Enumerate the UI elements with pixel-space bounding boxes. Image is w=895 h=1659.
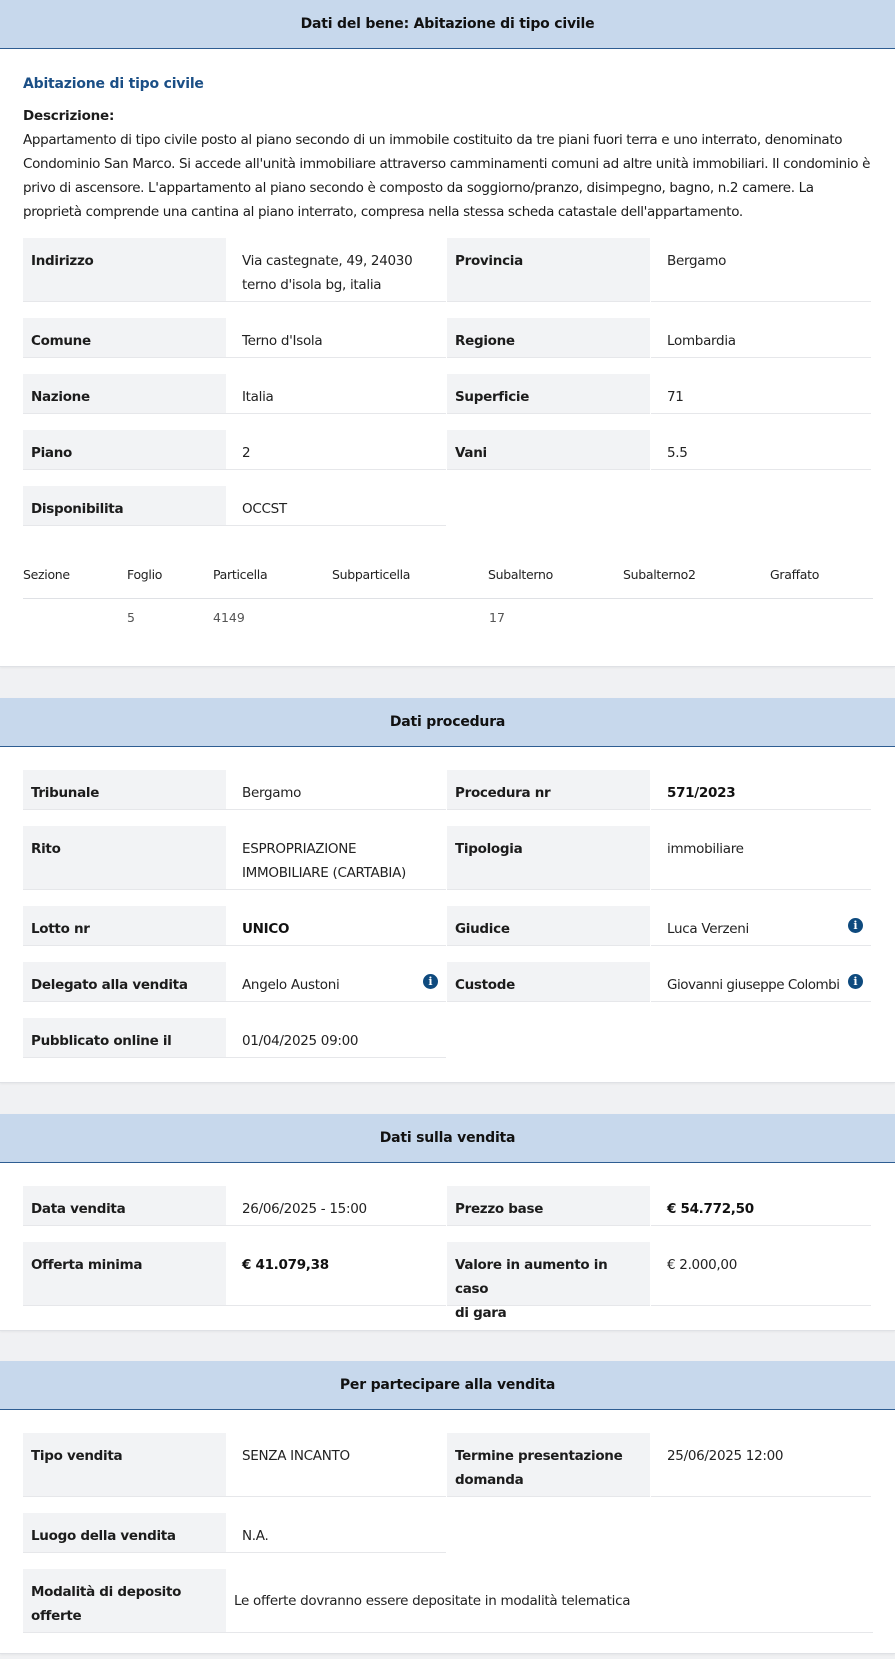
label-tribunale: Tribunale	[23, 770, 226, 810]
rito-line-1: ESPROPRIAZIONE	[242, 841, 357, 857]
value-tribunale: Bergamo	[226, 770, 446, 810]
catasto-header-particella: Particella	[213, 567, 268, 582]
label-giudice: Giudice	[447, 906, 650, 946]
card-header: Per partecipare alla vendita	[0, 1361, 895, 1410]
label-disponibilita: Disponibilita	[23, 486, 226, 526]
indirizzo-line-1: Via castegnate, 49, 24030	[242, 253, 413, 269]
rito-line-2: IMMOBILIARE (CARTABIA)	[242, 865, 406, 881]
label-tipologia: Tipologia	[447, 826, 650, 890]
catasto-header-foglio: Foglio	[127, 567, 163, 582]
catasto-cell-particella: 4149	[213, 610, 245, 625]
catasto-header-subalterno: Subalterno	[488, 567, 554, 582]
giudice-info-icon[interactable]: i	[848, 918, 863, 933]
value-lotto-nr: UNICO	[226, 906, 446, 946]
value-indirizzo	[226, 238, 446, 302]
catasto-cell-subalterno: 17	[489, 610, 505, 625]
card-dati-procedura	[0, 698, 895, 1083]
catasto-cell-foglio: 5	[127, 610, 135, 625]
value-data-vendita: 26/06/2025 - 15:00	[226, 1186, 446, 1226]
card-dati-bene	[0, 0, 895, 667]
label-luogo-vendita: Luogo della vendita	[23, 1513, 226, 1553]
card-partecipare	[0, 1361, 895, 1654]
value-tipologia: immobiliare	[651, 826, 871, 890]
label-vani: Vani	[447, 430, 650, 470]
catasto-divider	[23, 598, 873, 599]
card-header: Dati sulla vendita	[0, 1114, 895, 1163]
label-nazione: Nazione	[23, 374, 226, 414]
label-indirizzo: Indirizzo	[23, 238, 226, 302]
label-pubblicato: Pubblicato online il	[23, 1018, 226, 1058]
card-header: Dati del bene: Abitazione di tipo civile	[0, 0, 895, 49]
value-termine-presentazione: 25/06/2025 12:00	[651, 1433, 871, 1497]
value-prezzo-base: € 54.772,50	[651, 1186, 871, 1226]
delegato-info-icon[interactable]: i	[423, 974, 438, 989]
catasto-header-subalterno2: Subalterno2	[623, 567, 696, 582]
value-offerta-minima: € 41.079,38	[226, 1242, 446, 1306]
modalita-line-2: offerte	[31, 1608, 82, 1624]
label-termine-presentazione	[447, 1433, 650, 1497]
description-text: Appartamento di tipo civile posto al piano secondo di un immobile costituito da tre piani fuori terra e uno interrato, denominato Condominio San Marco. Si accede all'unità immobiliare attraverso camminamenti comuni ad altre unità immobiliari. Il condominio è privo di ascensore. L'appartamento al piano secondo è composto da soggiorno/pranzo, disimpegno, bagno, n.2 camere. La proprietà comprende una cantina al piano interrato, compresa nella stessa scheda catastale dell'appartamento.	[23, 132, 871, 220]
label-regione: Regione	[447, 318, 650, 358]
valore-aumento-line-2: di gara	[455, 1305, 507, 1321]
label-custode: Custode	[447, 962, 650, 1002]
value-vani: 5.5	[651, 430, 871, 470]
catasto-header-graffato: Graffato	[770, 567, 820, 582]
section-subtitle: Abitazione di tipo civile	[23, 76, 204, 92]
label-data-vendita: Data vendita	[23, 1186, 226, 1226]
value-disponibilita: OCCST	[226, 486, 446, 526]
valore-aumento-line-1: Valore in aumento in caso	[455, 1257, 608, 1297]
label-rito: Rito	[23, 826, 226, 890]
custode-info-icon[interactable]: i	[848, 974, 863, 989]
label-delegato: Delegato alla vendita	[23, 962, 226, 1002]
value-provincia: Bergamo	[651, 238, 871, 302]
description-label: Descrizione:	[23, 108, 115, 124]
value-comune: Terno d'Isola	[226, 318, 446, 358]
value-nazione: Italia	[226, 374, 446, 414]
label-tipo-vendita: Tipo vendita	[23, 1433, 226, 1497]
label-piano: Piano	[23, 430, 226, 470]
catasto-header-sezione: Sezione	[23, 567, 70, 582]
label-offerta-minima: Offerta minima	[23, 1242, 226, 1306]
label-provincia: Provincia	[447, 238, 650, 302]
termine-line-2: domanda	[455, 1472, 524, 1488]
label-superficie: Superficie	[447, 374, 650, 414]
value-modalita-deposito: Le offerte dovranno essere depositate in modalità telematica	[226, 1569, 873, 1633]
label-comune: Comune	[23, 318, 226, 358]
value-giudice: Luca Verzeni	[651, 906, 871, 946]
termine-line-1: Termine presentazione	[455, 1448, 623, 1464]
value-rito	[226, 826, 446, 890]
indirizzo-line-2: terno d'isola bg, italia	[242, 277, 382, 293]
label-modalita-deposito	[23, 1569, 226, 1633]
value-tipo-vendita: SENZA INCANTO	[226, 1433, 446, 1497]
value-pubblicato: 01/04/2025 09:00	[226, 1018, 446, 1058]
label-prezzo-base: Prezzo base	[447, 1186, 650, 1226]
value-luogo-vendita: N.A.	[226, 1513, 446, 1553]
label-procedura-nr: Procedura nr	[447, 770, 650, 810]
catasto-header-subparticella: Subparticella	[332, 567, 411, 582]
value-piano: 2	[226, 430, 446, 470]
value-valore-aumento: € 2.000,00	[651, 1242, 871, 1306]
value-custode: Giovanni giuseppe Colombi	[651, 962, 871, 1002]
value-regione: Lombardia	[651, 318, 871, 358]
card-dati-vendita	[0, 1114, 895, 1331]
value-delegato: Angelo Austoni	[226, 962, 446, 1002]
modalita-line-1: Modalità di deposito	[31, 1584, 182, 1600]
label-valore-aumento	[447, 1242, 650, 1321]
label-lotto-nr: Lotto nr	[23, 906, 226, 946]
value-superficie: 71	[651, 374, 871, 414]
card-header: Dati procedura	[0, 698, 895, 747]
value-procedura-nr: 571/2023	[651, 770, 871, 810]
